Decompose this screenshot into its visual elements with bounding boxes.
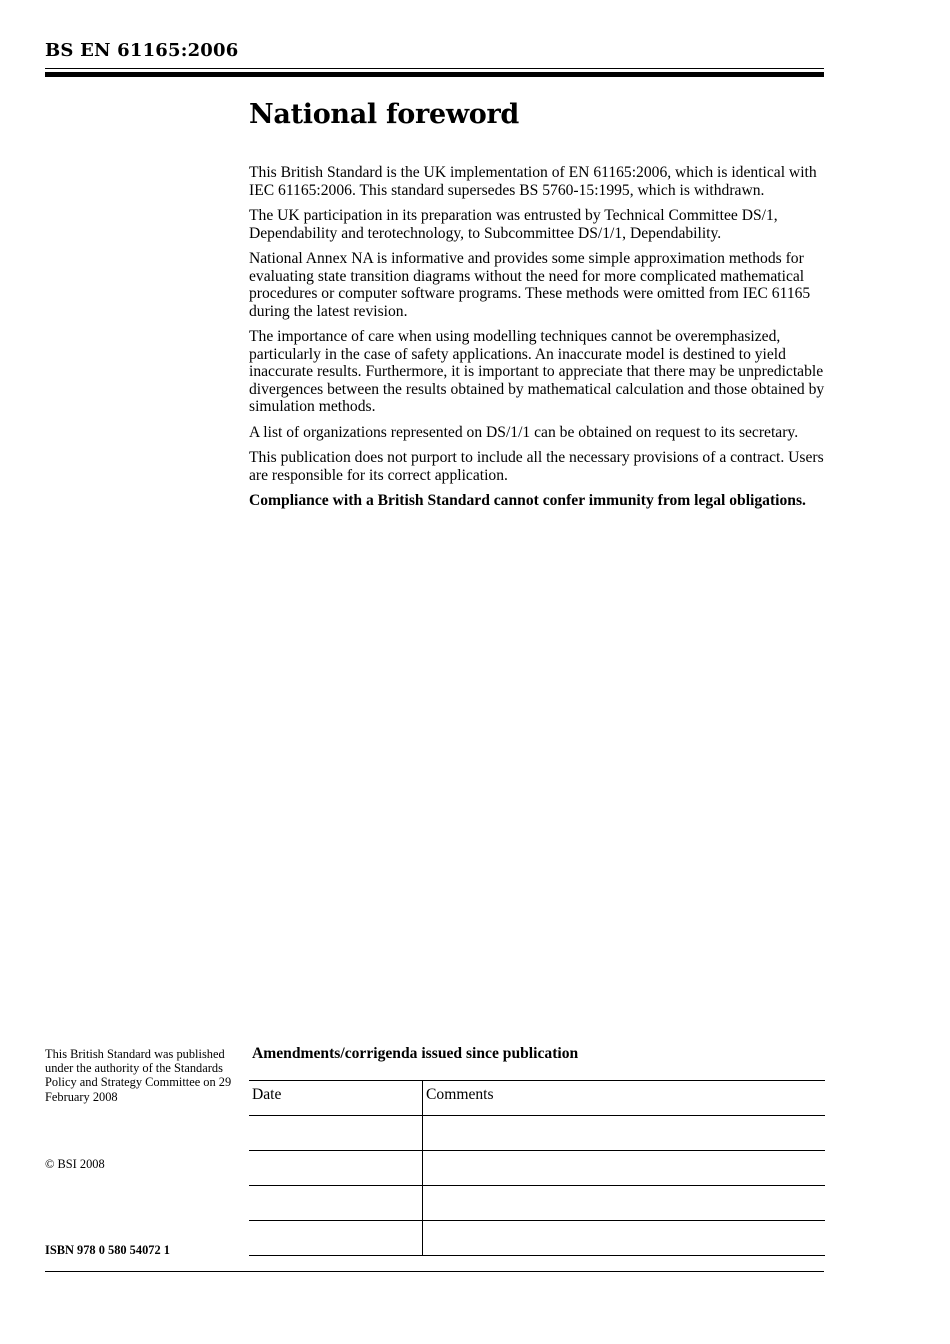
paragraph-organizations: A list of organizations represented on DS/1/1 can be obtained on request to its secretary. [249, 423, 799, 441]
table-cell-comments [423, 1151, 826, 1186]
paragraph-provisions: This publication does not purport to include all the necessary provisions of a contract. Users are responsible for its correct application. [249, 449, 824, 484]
table-cell-date [249, 1151, 423, 1186]
table-cell-comments [423, 1116, 826, 1151]
column-header-date: Date [249, 1081, 423, 1116]
table-row [249, 1116, 825, 1151]
table-cell-comments [423, 1221, 826, 1256]
isbn-number: ISBN 978 0 580 54072 1 [45, 1243, 170, 1257]
table-cell-date [249, 1221, 423, 1256]
footer-rule [45, 1271, 824, 1272]
page-title: National foreword [249, 99, 519, 130]
amendments-title: Amendments/corrigenda issued since publication [252, 1045, 579, 1062]
document-id: BS EN 61165:2006 [45, 40, 239, 61]
amendments-table [249, 1080, 825, 1256]
copyright-notice: © BSI 2008 [45, 1157, 105, 1171]
paragraph-national-annex: National Annex NA is informative and provides some simple approximation methods for evaluating state transition diagrams without the need for more complicated mathematical procedures or computer software programs. These methods were omitted from IEC 61165 during the latest revision. [249, 250, 811, 320]
table-cell-comments [423, 1186, 826, 1221]
table-row [249, 1151, 825, 1186]
compliance-statement: Compliance with a British Standard cannot confer immunity from legal obligations. [249, 492, 806, 509]
paragraph-modelling-care: The importance of care when using modelling techniques cannot be overemphasized, particularly in the case of safety applications. An inaccurate model is destined to yield inaccurate results. Furthermore, it is important to appreciate that there may be unpredictable divergences between the results obtained by mathematical calculation and those obtained by simulation methods. [249, 328, 825, 415]
table-cell-date [249, 1116, 423, 1151]
table-header-row [249, 1081, 825, 1116]
publication-note: This British Standard was published under the authority of the Standards Policy and Strategy Committee on 29 February 2008 [45, 1047, 232, 1104]
header-rule-thick [45, 72, 824, 77]
column-header-comments: Comments [423, 1081, 826, 1116]
table-row [249, 1221, 825, 1256]
table-row [249, 1186, 825, 1221]
header-rule-thin [45, 68, 824, 69]
table-cell-date [249, 1186, 423, 1221]
paragraph-participation: The UK participation in its preparation was entrusted by Technical Committee DS/1, Dependability and terotechnology, to Subcommittee DS/1/1, Dependability. [249, 207, 778, 242]
foreword-body [249, 164, 829, 518]
paragraph-implementation: This British Standard is the UK implementation of EN 61165:2006, which is identical with IEC 61165:2006. This standard supersedes BS 5760-15:1995, which is withdrawn. [249, 164, 817, 199]
